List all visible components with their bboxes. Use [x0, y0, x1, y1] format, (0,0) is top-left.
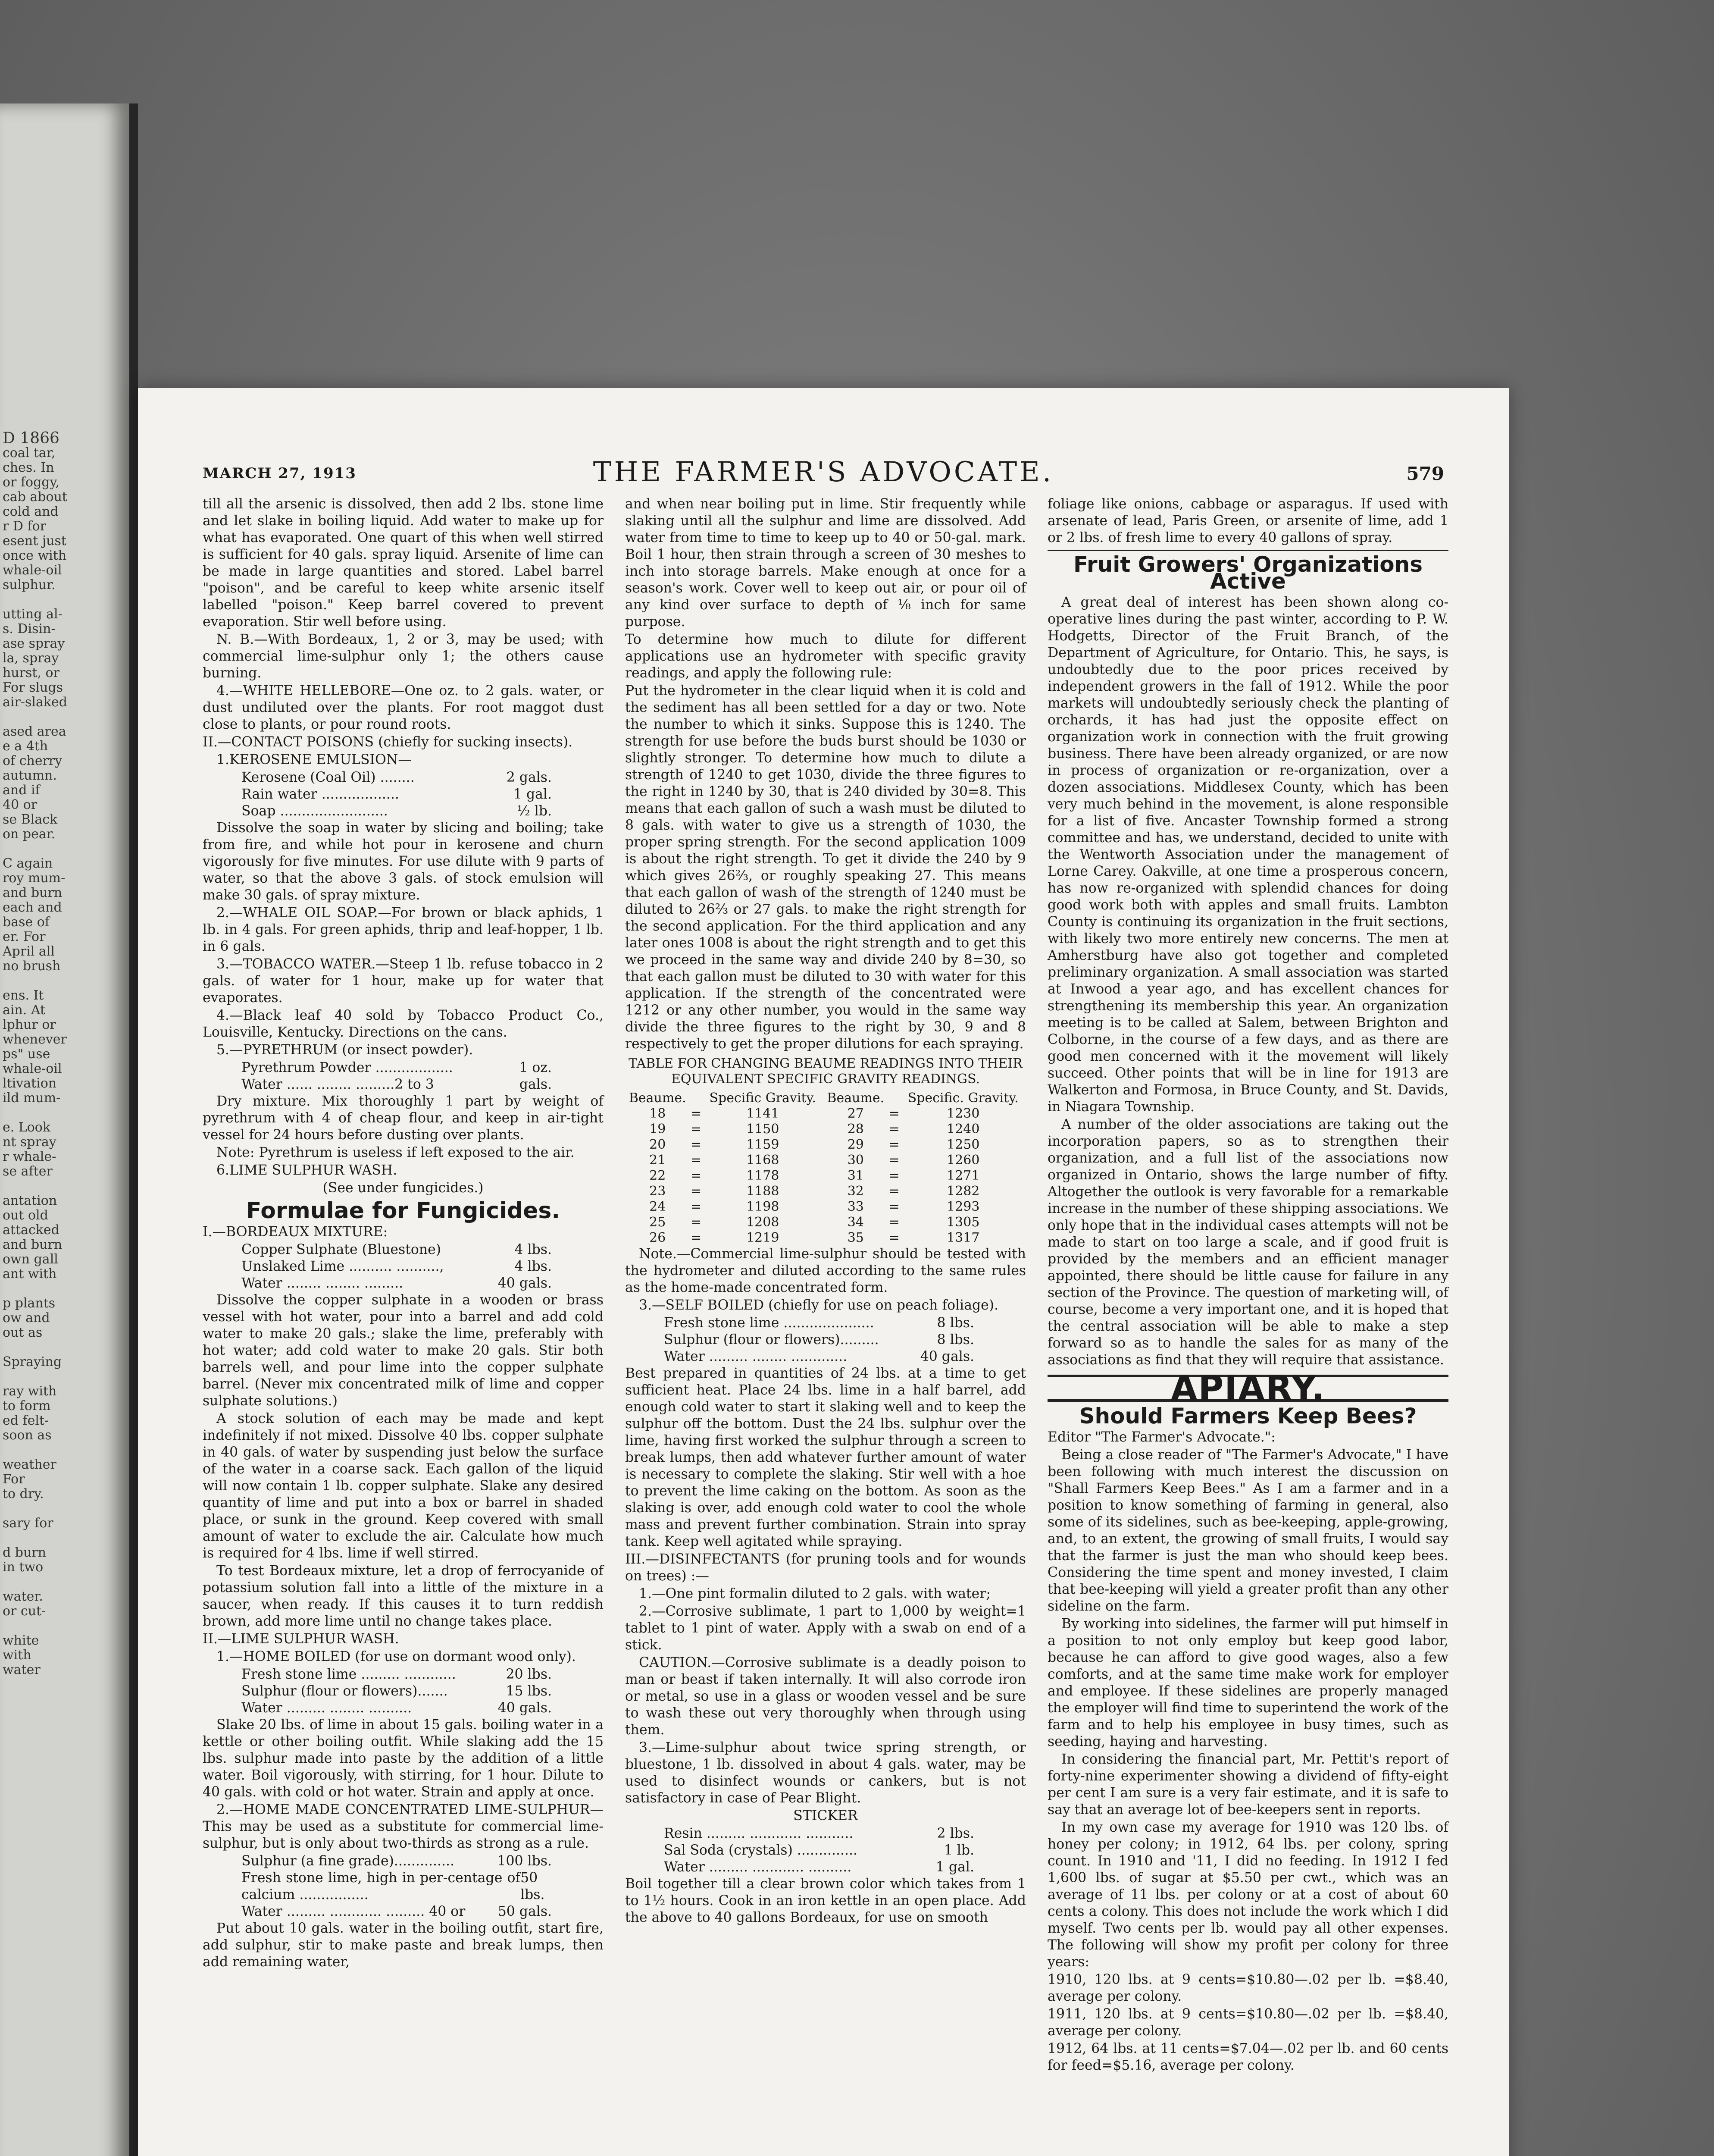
- edge-line: water.: [3, 1589, 43, 1604]
- edge-line: ased area: [3, 724, 66, 739]
- table-cell: 32: [847, 1184, 864, 1199]
- recipe-row: [203, 786, 604, 803]
- edge-line: [3, 974, 129, 988]
- edge-line: [3, 1106, 129, 1120]
- paragraph: N. B.—With Bordeaux, 1, 2 or 3, may be used; with commercial lime-sulphur only 1; the others cause burning.: [203, 632, 604, 681]
- edge-line: out as: [3, 1325, 43, 1340]
- equals-sign: =: [691, 1122, 702, 1137]
- paragraph: Dry mixture. Mix thoroughly 1 part by weight of pyrethrum with 4 of cheap flour, and keep in air-tight vessel for 24 hours before dusting over plants.: [203, 1094, 604, 1143]
- section-label: II.—LIME SULPHUR WASH.: [203, 1631, 399, 1647]
- edge-line: nt spray: [3, 1134, 56, 1150]
- table-row: [625, 1153, 1026, 1168]
- edge-line: April all: [3, 944, 55, 959]
- edge-line: [3, 1501, 129, 1516]
- recipe-pyrethrum: [203, 1059, 604, 1093]
- edge-line: and burn: [3, 885, 63, 900]
- table-cell: 1240: [947, 1122, 980, 1137]
- quantity: 100 lbs.: [497, 1853, 552, 1869]
- ingredient: Fresh stone lime .....................: [664, 1315, 874, 1331]
- paragraph: Best prepared in quantities of 24 lbs. at a time to get sufficient heat. Place 24 lbs. lime in a half barrel, add enough cold water to start it slaking well and to keep the sulphur off the bottom. Dust the 24 lbs. sulphur over the lime, having first worked the sulphur through a screen to break lumps, then add whatever further amount of water is necessary to complete the slaking. Stir well with a hoe to prevent the lime caking on the bottom. As soon as the slaking is over, add enough cold water to cool the whole mass and prevent further combination. Strain into spray tank. Keep well agitated while spraying.: [625, 1366, 1026, 1549]
- edge-line: sulphur.: [3, 577, 56, 592]
- column-header: Specific Gravity.: [709, 1091, 816, 1106]
- edge-line: [3, 1531, 129, 1545]
- profit-line: 1910, 120 lbs. at 9 cents=$10.80—.02 per lb. =$8.40, average per colony.: [1048, 1972, 1448, 2004]
- edge-line: [3, 1340, 129, 1355]
- recipe-row: [203, 1903, 604, 1920]
- recipe-row: [625, 1842, 1026, 1859]
- edge-line: water: [3, 1662, 41, 1677]
- paragraph: A stock solution of each may be made and kept indefinitely if not mixed. Dissolve 40 lbs. copper sulphate in 40 gals. of water by suspending just below the surface of the water in a coarse sack. Each gallon of the liquid will now contain 1 lb. copper sulphate. Slake any desired quantity of lime and put into a box or barrel in shaded place, or sunk in the ground. Keep covered with small amount of water to exclude the air. Calculate how much is required for 4 lbs. lime if well stirred.: [203, 1411, 604, 1561]
- recipe-row: [203, 1700, 604, 1717]
- section-label: II.—CONTACT POISONS (chiefly for sucking insects).: [203, 734, 573, 750]
- paragraph: 1.—One pint formalin diluted to 2 gals. with water;: [639, 1586, 991, 1601]
- edge-line: ed felt-: [3, 1413, 49, 1428]
- edge-line: ens. It: [3, 988, 44, 1003]
- quantity: 50 lbs.: [520, 1870, 545, 1902]
- edge-line: s. Disin-: [3, 621, 56, 636]
- recipe-row: [203, 1076, 604, 1093]
- paragraph: 2.—HOME MADE CONCENTRATED LIME-SULPHUR—This may be used as a substitute for commercial lime-sulphur, but is only about two-thirds as strong as a rule.: [203, 1802, 604, 1851]
- ingredient: Copper Sulphate (Bluestone): [241, 1242, 441, 1257]
- table-cell: 31: [847, 1168, 864, 1183]
- edge-line: once with: [3, 548, 67, 563]
- recipe-row: [203, 1683, 604, 1700]
- table-row: [625, 1230, 1026, 1246]
- section-label: I.—BORDEAUX MIXTURE:: [203, 1224, 388, 1240]
- quantity: 20 lbs.: [506, 1667, 552, 1682]
- recipe-row: [203, 1059, 604, 1076]
- table-row: [625, 1122, 1026, 1137]
- paragraph: To determine how much to dilute for different applications use an hydrometer with specific gravity readings, and apply the following rule:: [625, 632, 1026, 681]
- equals-sign: =: [691, 1215, 702, 1230]
- edge-line: e a 4th: [3, 739, 48, 754]
- table-cell: 1141: [746, 1106, 779, 1121]
- table-cell: 1230: [947, 1106, 980, 1121]
- section-heading: Formulae for Fungicides.: [246, 1198, 560, 1224]
- edge-line: 40 or: [3, 797, 38, 812]
- table-cell: 1305: [947, 1215, 980, 1230]
- item-label: 5.—PYRETHRUM (or insect powder).: [216, 1042, 473, 1058]
- article-heading: Fruit Growers' Organizations Active: [1073, 552, 1423, 594]
- table-cell: 27: [847, 1106, 864, 1121]
- recipe-row: [625, 1348, 1026, 1365]
- edge-line: er. For: [3, 929, 46, 944]
- ingredient: Water ......... ............ ......... 40 or: [241, 1904, 466, 1919]
- masthead-title: THE FARMER'S ADVOCATE.: [593, 456, 1054, 488]
- edge-line: [3, 592, 129, 607]
- edge-line: ray with: [3, 1384, 57, 1399]
- table-cell: 33: [847, 1199, 864, 1214]
- beaume-table: [625, 1091, 1026, 1246]
- recipe-concentrated: [203, 1853, 604, 1920]
- table-cell: 1208: [746, 1215, 779, 1230]
- edge-line: antation: [3, 1193, 57, 1208]
- recipe-self-boiled: [625, 1315, 1026, 1365]
- ingredient: Sulphur (flour or flowers).......: [241, 1683, 448, 1699]
- edge-line: or foggy,: [3, 475, 60, 490]
- equals-sign: =: [691, 1137, 702, 1152]
- quantity: 1 gal.: [935, 1859, 974, 1875]
- table-cell: 18: [649, 1106, 666, 1121]
- edge-line: [3, 1369, 129, 1384]
- ingredient: Pyrethrum Powder ..................: [241, 1060, 453, 1075]
- recipe-row: [625, 1332, 1026, 1348]
- edge-line: coal tar,: [3, 445, 56, 461]
- ingredient: Sulphur (flour or flowers).........: [664, 1332, 879, 1348]
- quantity: 8 lbs.: [937, 1315, 974, 1331]
- edge-line: cold and: [3, 504, 59, 519]
- recipe-row: [625, 1825, 1026, 1842]
- edge-line: in two: [3, 1560, 44, 1575]
- table-cell: 24: [649, 1199, 666, 1214]
- ingredient: Water ......... ............ ..........: [664, 1859, 852, 1875]
- quantity: 2 gals.: [506, 770, 552, 785]
- recipe-bordeaux: [203, 1241, 604, 1292]
- recipe-row: [203, 769, 604, 786]
- table-cell: 1168: [746, 1153, 779, 1168]
- paragraph: In my own case my average for 1910 was 120 lbs. of honey per colony; in 1912, 64 lbs. per colony, spring count. In 1910 and '11, I did no feeding. In 1912 I fed 1,600 lbs. of sugar at $5.50 per cwt., which was an average of 11 lbs. per colony or at a cost of about 60 cents a colony. This does not include the work which I did myself. Two cents per lb. would pay all other expenses. The following will show my profit per colony for three years:: [1048, 1820, 1448, 1970]
- edge-line: with: [3, 1648, 31, 1663]
- edge-line: cab about: [3, 489, 67, 505]
- paragraph: Being a close reader of "The Farmer's Advocate," I have been following with much interest the discussion on "Shall Farmers Keep Bees." As I am a farmer and in a position to know something of farming in general, also some of its sidelines, such as bee-keeping, apple-growing, and, to an extent, the growing of small fruits, I would say that the farmer is just the man who should keep bees. Considering the time spent and money invested, I claim that bee-keeping will yield a greater profit than any other sideline on the farm.: [1048, 1447, 1448, 1614]
- section-label: III.—DISINFECTANTS (for pruning tools and for wounds on trees) :—: [625, 1551, 1026, 1584]
- column-header: Beaume.: [629, 1091, 686, 1106]
- edge-line: and if: [3, 783, 40, 798]
- edge-line: For: [3, 1472, 25, 1487]
- table-header-row: [625, 1091, 1026, 1106]
- edge-line: roy mum-: [3, 871, 66, 886]
- edge-line: out old: [3, 1208, 48, 1223]
- edge-line: [3, 1575, 129, 1589]
- column-header: Beaume.: [827, 1091, 885, 1106]
- recipe-row: [203, 803, 604, 820]
- equals-sign: =: [888, 1106, 900, 1121]
- recipe-row: [625, 1315, 1026, 1332]
- recipe-row: [625, 1859, 1026, 1876]
- edge-line: se after: [3, 1164, 53, 1179]
- paragraph: 4.—WHITE HELLEBORE—One oz. to 2 gals. water, or dust undiluted over the plants. For root maggot dust close to plants, or pour round roots.: [203, 683, 604, 732]
- ingredient: Water ......... ........ .............: [664, 1349, 848, 1364]
- ingredient: Resin ......... ............ ...........: [664, 1826, 854, 1841]
- page-number: 579: [1406, 463, 1444, 484]
- edge-line: [3, 1443, 129, 1457]
- equals-sign: =: [691, 1168, 702, 1183]
- recipe-row: [203, 1241, 604, 1258]
- quantity: gals.: [519, 1077, 552, 1092]
- edge-line: ase spray: [3, 636, 65, 651]
- table-row: [625, 1199, 1026, 1215]
- quantity: 50 gals.: [497, 1904, 552, 1919]
- edge-line: [3, 1179, 129, 1194]
- paragraph: Note.—Commercial lime-sulphur should be tested with the hydrometer and diluted according to the same rules as the home-made concentrated form.: [625, 1246, 1026, 1295]
- table-cell: 1317: [947, 1230, 980, 1245]
- table-cell: 21: [649, 1153, 666, 1168]
- table-row: [625, 1168, 1026, 1184]
- ingredient: Sulphur (a fine grade)..............: [241, 1853, 455, 1869]
- edge-line: r D for: [3, 519, 46, 534]
- quantity: 4 lbs.: [514, 1259, 552, 1274]
- edge-line: on pear.: [3, 827, 56, 842]
- paragraph: Put about 10 gals. water in the boiling outfit, start fire, add sulphur, stir to make paste and break lumps, then add remaining water,: [203, 1921, 604, 1970]
- previous-page-edge: [0, 103, 129, 2156]
- edge-line: ps" use: [3, 1047, 50, 1062]
- edge-line: [3, 842, 129, 856]
- profit-line: 1912, 64 lbs. at 11 cents=$7.04—.02 per lb. and 60 cents for feed=$5.16, average per colony.: [1048, 2041, 1448, 2073]
- paragraph: 4.—Black leaf 40 sold by Tobacco Product Co., Louisville, Kentucky. Directions on the cans.: [203, 1008, 604, 1040]
- table-cell: 26: [649, 1230, 666, 1245]
- recipe-kerosene: [203, 769, 604, 820]
- edge-line: ches. In: [3, 460, 54, 475]
- paragraph: 2.—WHALE OIL SOAP.—For brown or black aphids, 1 lb. in 4 gals. For green aphids, thrip and leaf-hopper, 1 lb. in 6 gals.: [203, 905, 604, 954]
- column-3: [1048, 496, 1448, 2075]
- table-cell: 22: [649, 1168, 666, 1183]
- ingredient: Soap .........................: [241, 803, 388, 819]
- ingredient: Sal Soda (crystals) ..............: [664, 1843, 858, 1858]
- quantity: 1 gal.: [513, 787, 552, 802]
- edge-line: la, spray: [3, 651, 59, 666]
- edge-line: d burn: [3, 1545, 46, 1560]
- table-cell: 1198: [746, 1199, 779, 1214]
- edge-line: ant with: [3, 1266, 57, 1282]
- section-banner: APIARY.: [1048, 1375, 1448, 1402]
- edge-line: For slugs: [3, 680, 63, 695]
- table-cell: 1178: [746, 1168, 779, 1183]
- edge-line: ltivation: [3, 1076, 57, 1091]
- ingredient: Rain water ..................: [241, 787, 399, 802]
- paragraph: A great deal of interest has been shown along co-operative lines during the past winter, according to P. W. Hodgetts, Director of the Fruit Branch, of the Department of Agriculture, for Ontario. This, he says, is undoubtedly due to the poor prices received by independent growers in the fall of 1912. While the poor markets will undoubtedly seriously check the planting of orchards, it has had just the opposite effect on organization work in connection with the fruit growing business. There have been already organized, or are now in process of organization or re-organization, over a dozen associations. Middlesex County, which has been very much behind in the movement, is alone responsible for a list of five. Ancaster Township formed a strong committee and has, we understand, decided to unite with the Wentworth Association under the management of Lorne Carey. Oakville, at one time a prosperous concern, has now re-organized with splendid chances for doing good work both with apples and small fruits. Lambton County is continuing its organization in the fruit sections, with likely two more entirely new concerns. The men at Amherstburg have also got together and completed preliminary organization. A small association was started at Inwood a year ago, and has excellent chances for strengthening its membership this year. An organization meeting is to be called at Salem, between Brighton and Colborne, in the course of a few days, and as there are good men concerned with it the movement will likely succeed. Other points that will be in line for 1913 are Walkerton and Formosa, in Bruce County, and St. Davids, in Niagara Township.: [1048, 595, 1448, 1115]
- paragraph: Note: Pyrethrum is useless if left exposed to the air.: [216, 1145, 575, 1160]
- paragraph: CAUTION.—Corrosive sublimate is a deadly poison to man or beast if taken internally. It will also corrode iron or metal, so use in a glass or wooden vessel and be sure to wash these out very thoroughly when through using them.: [625, 1655, 1026, 1738]
- quantity: 40 gals.: [920, 1349, 974, 1364]
- ingredient: Fresh stone lime, high in per-centage of calcium ................: [241, 1870, 521, 1902]
- table-body: [625, 1106, 1026, 1246]
- recipe-row: [203, 1258, 604, 1275]
- edge-line: whale-oil: [3, 1061, 62, 1076]
- edge-line: to form: [3, 1398, 51, 1413]
- edge-line: utting al-: [3, 607, 63, 622]
- table-cell: 1219: [746, 1230, 779, 1245]
- column-1: [203, 496, 604, 1971]
- ingredient: Unslaked Lime .......... ..........,: [241, 1259, 444, 1274]
- edge-line: lphur or: [3, 1017, 56, 1032]
- issue-date: MARCH 27, 1913: [203, 465, 357, 482]
- ingredient: Water ........ ........ .........: [241, 1275, 403, 1291]
- edge-line: air-slaked: [3, 695, 67, 710]
- recipe-sticker: [625, 1825, 1026, 1876]
- item-label: 6.LIME SULPHUR WASH.: [216, 1163, 397, 1178]
- ingredient: Water ......... ........ ..........: [241, 1700, 412, 1716]
- table-cell: 1260: [947, 1153, 980, 1168]
- recipe-row: [203, 1275, 604, 1292]
- table-row: [625, 1106, 1026, 1122]
- equals-sign: =: [888, 1215, 900, 1230]
- edge-line: whale-oil: [3, 563, 62, 578]
- table-cell: 34: [847, 1215, 864, 1230]
- edge-line: Spraying: [3, 1354, 62, 1369]
- edge-line: whenever: [3, 1032, 67, 1047]
- edge-line: no brush: [3, 959, 61, 974]
- quantity: 1 lb.: [944, 1843, 974, 1858]
- table-row: [625, 1184, 1026, 1199]
- profit-line: 1911, 120 lbs. at 9 cents=$10.80—.02 per lb. =$8.40, average per colony.: [1048, 2006, 1448, 2039]
- item-label: 1.KEROSENE EMULSION—: [216, 752, 412, 768]
- edge-line: or cut-: [3, 1604, 46, 1619]
- paragraph: Dissolve the soap in water by slicing and boiling; take from fire, and while hot pour in kerosene and churn vigorously for five minutes. For use dilute with 9 parts of water, so that the above 3 gals. of stock emulsion will make 30 gals. of spray mixture.: [203, 820, 604, 903]
- table-cell: 20: [649, 1137, 666, 1152]
- edge-line: weather: [3, 1457, 56, 1472]
- paragraph: To test Bordeaux mixture, let a drop of ferrocyanide of potassium solution fall into a little of the mixture in a saucer, when ready. If this causes it to turn reddish brown, add more lime until no change takes place.: [203, 1563, 604, 1629]
- paragraph: Boil together till a clear brown color which takes from 1 to 1½ hours. Cook in an iron kettle in an open place. Add the above to 40 gallons Bordeaux, for use on smooth: [625, 1876, 1026, 1925]
- edge-line: soon as: [3, 1428, 52, 1443]
- quantity: 1 oz.: [519, 1060, 552, 1075]
- quantity: 40 gals.: [497, 1700, 552, 1716]
- equals-sign: =: [691, 1184, 702, 1199]
- item-label: 1.—HOME BOILED (for use on dormant wood only).: [216, 1649, 576, 1664]
- paragraph: till all the arsenic is dissolved, then add 2 lbs. stone lime and let slake in boiling liquid. Add water to make up for what has evaporated. One quart of this when well stirred is sufficient for 40 gals. spray liquid. Arsenite of lime can be made in large quantities and stored. Label barrel "poison", and be careful to keep white arsenic itself labelled "poison." Keep barrel covered to prevent evaporation. Stir well before using.: [203, 496, 604, 630]
- edge-line: and burn: [3, 1237, 63, 1252]
- ingredient: Kerosene (Coal Oil) ........: [241, 770, 415, 785]
- equals-sign: =: [888, 1230, 900, 1245]
- ingredient: Fresh stone lime ......... ............: [241, 1667, 456, 1682]
- edge-line: each and: [3, 900, 62, 915]
- paragraph: In considering the financial part, Mr. Pettit's report of forty-nine experimenter showing a dividend of fifty-eight per cent I am sure is a very fair estimate, and it is safe to say that an average lot of bee-keepers sent in reports.: [1048, 1752, 1448, 1818]
- paragraph: 3.—Lime-sulphur about twice spring strength, or bluestone, 1 lb. dissolved in about 4 gals. water, may be used to disinfect wounds or cankers, but is not satisfactory in case of Pear Blight.: [625, 1740, 1026, 1806]
- edge-line: [3, 710, 129, 724]
- edge-line: autumn.: [3, 768, 57, 783]
- table-title: TABLE FOR CHANGING BEAUME READINGS INTO THEIR EQUIVALENT SPECIFIC GRAVITY READINGS.: [629, 1056, 1023, 1087]
- item-label: 3.—SELF BOILED (chiefly for use on peach foliage).: [639, 1297, 999, 1313]
- table-cell: 1188: [746, 1184, 779, 1199]
- quantity: ½ lb.: [517, 803, 552, 819]
- edge-line: ow and: [3, 1310, 50, 1326]
- column-header: Specific. Gravity.: [907, 1091, 1019, 1106]
- table-cell: 29: [847, 1137, 864, 1152]
- ingredient: Water ...... ........ .........2 to 3: [241, 1077, 434, 1092]
- quantity: 15 lbs.: [506, 1683, 552, 1699]
- salutation: Editor "The Farmer's Advocate.":: [1048, 1429, 1276, 1445]
- paragraph: By working into sidelines, the farmer will put himself in a position to not only employ but keep good labor, because he can afford to give good wages, also a few comforts, and at the same time make work for employer and employee. If these sidelines are properly managed the employer will find time to superintend the work of the farm and to help his employee in busy times, such as seeding, haying and harvesting.: [1048, 1616, 1448, 1749]
- table-cell: 1282: [947, 1184, 980, 1199]
- edge-line: [3, 1282, 129, 1296]
- quantity: 8 lbs.: [937, 1332, 974, 1348]
- table-cell: 1150: [746, 1122, 779, 1137]
- edge-line: esent just: [3, 533, 66, 548]
- article-heading: Should Farmers Keep Bees?: [1079, 1404, 1417, 1429]
- equals-sign: =: [691, 1153, 702, 1168]
- table-cell: 30: [847, 1153, 864, 1168]
- equals-sign: =: [888, 1153, 900, 1168]
- equals-sign: =: [888, 1184, 900, 1199]
- paragraph: 3.—TOBACCO WATER.—Steep 1 lb. refuse tobacco in 2 gals. of water for 1 hour, make up for water that evaporates.: [203, 956, 604, 1006]
- column-2: [625, 496, 1026, 1927]
- edge-line: [3, 1619, 129, 1633]
- table-cell: 28: [847, 1122, 864, 1137]
- page-header: [203, 453, 1444, 488]
- edge-line: ain. At: [3, 1003, 46, 1018]
- edge-line: sary for: [3, 1516, 53, 1531]
- divider: [1048, 550, 1448, 551]
- table-cell: 1159: [746, 1137, 779, 1152]
- recipe-row: [203, 1870, 604, 1903]
- equals-sign: =: [888, 1199, 900, 1214]
- quantity: 40 gals.: [497, 1275, 552, 1291]
- edge-line: own gall: [3, 1252, 58, 1267]
- paragraph: A number of the older associations are taking out the incorporation papers, so as to strengthen their organization, and a full list of the associations now organized in Ontario, shows the large number of fifty. Altogether the outlook is very favorable for a remarkable increase in the number of these shipping associations. We only hope that in the individual cases attempts will not be made to start on too large a scale, and if good fruit is provided by the members and an efficient manager appointed, there should be little cause for failure in any section of the Province. The question of marketing will, of course, become a very important one, and it is hoped that the central association will be able to make a step forward so as to handle the sales for as many of the associations as find that they will require that assistance.: [1048, 1117, 1448, 1368]
- previous-page-header: D 1866: [3, 429, 59, 447]
- paragraph: and when near boiling put in lime. Stir frequently while slaking until all the sulphur and lime are dissolved. Add water from time to time to keep up to 40 or 50-gal. mark. Boil 1 hour, then strain through a screen of 30 meshes to inch into storage barrels. Make enough at once for a season's work. Cover well to keep out air, or pour oil of any kind over surface to depth of ⅛ inch for same purpose.: [625, 496, 1026, 630]
- paragraph: Put the hydrometer in the clear liquid when it is cold and the sediment has all been settled for a day or two. Note the number to which it sinks. Suppose this is 1240. The strength for use before the buds burst should be 1030 or slightly stronger. To determine how much to dilute a strength of 1240 to get 1030, divide the three figures to the right in 1240 by 30, that is 240 divided by 30=8. This means that each gallon of such a wash must be diluted to 8 gals. with water to give us a strength of 1030, the proper spring strength. For the second application 1009 is about the right strength. To get it divide the 240 by 9 which gives 26⅔, or roughly speaking 27. This means that each gallon of wash of the strength of 1240 must be diluted to 26⅔ or 27 gals. to make the right strength for the second application. For the third application and any later ones 1008 is about the right strength and to get this we proceed in the same way and divide 240 by 8=30, so that each gallon must be diluted to 30 with water for this application. If the strength of the concentrated were 1212 or any other number, you would in the same way divide the three figures to the right by 30, 9 and 8 respectively to get the proper dilutions for each spraying.: [625, 683, 1026, 1052]
- edge-line: base of: [3, 915, 50, 930]
- recipe-home-boiled: [203, 1666, 604, 1717]
- edge-line: ild mum-: [3, 1091, 61, 1106]
- table-cell: 1250: [947, 1137, 980, 1152]
- table-cell: 23: [649, 1184, 666, 1199]
- table-row: [625, 1215, 1026, 1230]
- edge-line: e. Look: [3, 1120, 51, 1135]
- table-row: [625, 1137, 1026, 1153]
- edge-line: C again: [3, 856, 53, 871]
- equals-sign: =: [888, 1137, 900, 1152]
- equals-sign: =: [691, 1199, 702, 1214]
- newspaper-page: [138, 388, 1509, 2156]
- edge-line: r whale-: [3, 1149, 56, 1164]
- equals-sign: =: [691, 1106, 702, 1121]
- table-cell: 1271: [947, 1168, 980, 1183]
- recipe-row: [203, 1853, 604, 1870]
- edge-line: se Black: [3, 812, 58, 827]
- edge-line: to dry.: [3, 1486, 44, 1501]
- table-cell: 25: [649, 1215, 666, 1230]
- previous-page-text: [0, 446, 129, 1677]
- table-cell: 35: [847, 1230, 864, 1245]
- edge-line: of cherry: [3, 753, 63, 768]
- paragraph: Dissolve the copper sulphate in a wooden or brass vessel with hot water, pour into a barrel and add cold water to make 20 gals.; slake the lime, preferably with hot water; add cold water to make 20 gals. Stir both barrels well, and pour lime into the copper sulphate barrel. (Never mix concentrated milk of lime and copper sulphate solutions.): [203, 1292, 604, 1409]
- equals-sign: =: [888, 1122, 900, 1137]
- table-cell: 19: [649, 1122, 666, 1137]
- quantity: 4 lbs.: [514, 1242, 552, 1257]
- paragraph: foliage like onions, cabbage or asparagus. If used with arsenate of lead, Paris Green, or arsenite of lime, add 1 or 2 lbs. of fresh lime to every 40 gallons of spray.: [1048, 496, 1448, 545]
- edge-line: p plants: [3, 1296, 56, 1311]
- page-gutter: [129, 103, 138, 2156]
- edge-line: attacked: [3, 1222, 59, 1238]
- paragraph: Slake 20 lbs. of lime in about 15 gals. boiling water in a kettle or other boiling outfit. While slaking add the 15 lbs. sulphur made into paste by the addition of a little water. Boil vigorously, with stirring, for 1 hour. Dilute to 40 gals. with cold or hot water. Strain and apply at once.: [203, 1717, 604, 1800]
- cross-reference: (See under fungicides.): [322, 1180, 484, 1196]
- edge-line: white: [3, 1633, 39, 1648]
- sub-heading: STICKER: [793, 1808, 858, 1824]
- table-cell: 1293: [947, 1199, 980, 1214]
- edge-line: hurst, or: [3, 665, 59, 680]
- recipe-row: [203, 1666, 604, 1683]
- equals-sign: =: [888, 1168, 900, 1183]
- quantity: 2 lbs.: [937, 1826, 974, 1841]
- equals-sign: =: [691, 1230, 702, 1245]
- paragraph: 2.—Corrosive sublimate, 1 part to 1,000 by weight=1 tablet to 1 pint of water. Apply with a swab on end of a stick.: [625, 1604, 1026, 1653]
